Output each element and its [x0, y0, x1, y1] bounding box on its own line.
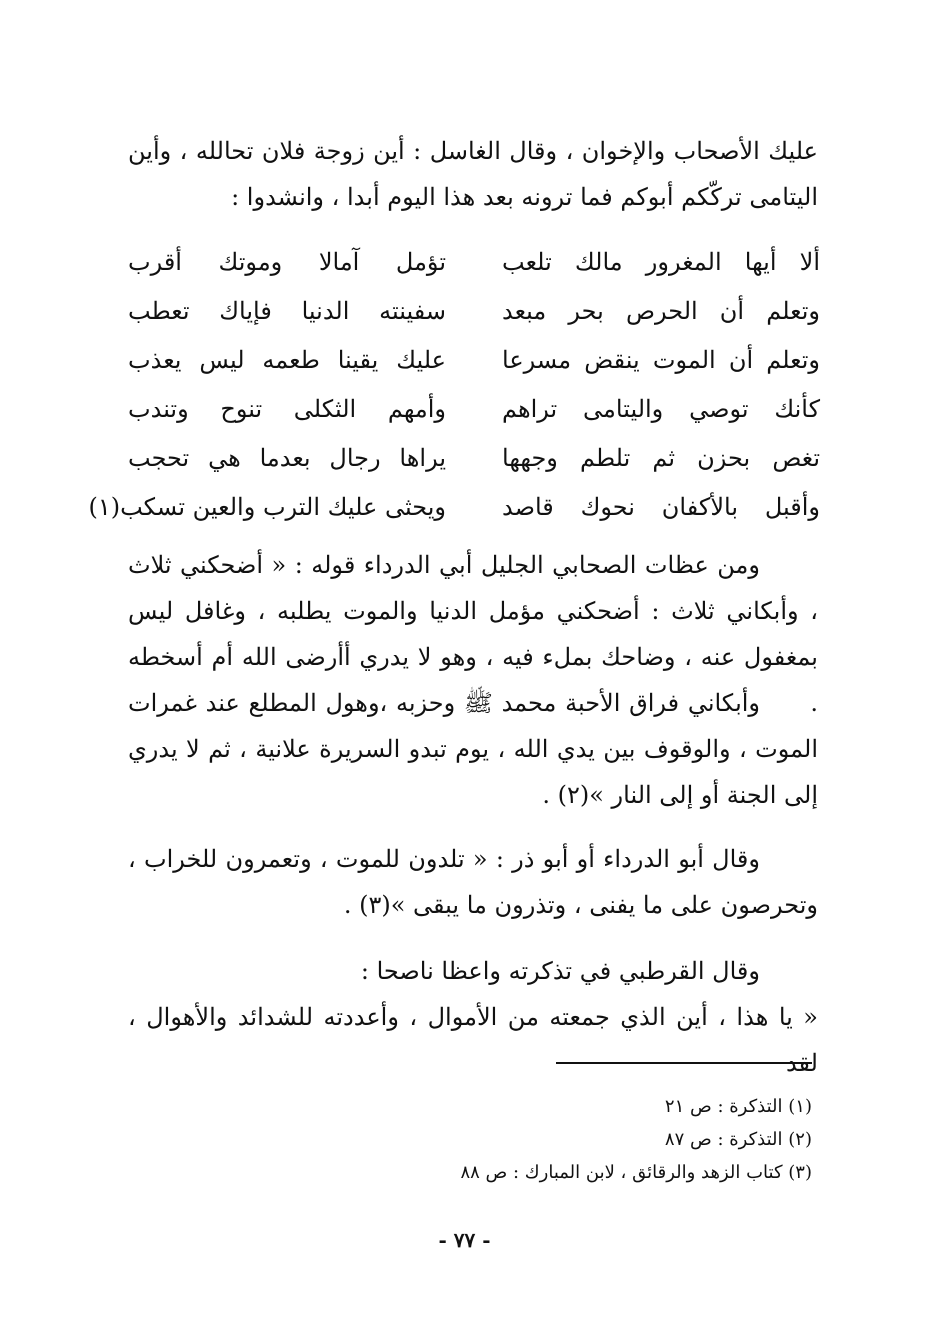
- poem-verse: [128, 434, 820, 483]
- poem-hemistich-first: تغص بحزن ثم تلطم وجهها: [502, 444, 820, 472]
- poem-hemistich-second: وأمهم الثكلى تنوح وتندب: [128, 395, 446, 423]
- footnote-3: (٣) كتاب الزهد والرقائق ، لابن المبارك : ص ٨٨: [460, 1162, 812, 1183]
- paragraph-1-block: [128, 128, 818, 220]
- footnote-separator: [556, 1062, 812, 1064]
- paragraph-3: وأبكاني فراق الأحبة محمد ﷺ وحزبه ،وهول المطلع عند غمرات الموت ، والوقوف بين يدي الله ، يوم تبدو السريرة علانية ، ثم لا يدري إلى الجنة أو إلى النار »(٢) .: [128, 689, 818, 809]
- poem-hemistich-second: يراها رجال بعدما هي تحجب: [128, 444, 446, 472]
- paragraph-4: وقال أبو الدرداء أو أبو ذر : « تلدون للموت ، وتعمرون للخراب ، وتحرصون على ما يفنى ، وتذرون ما يبقى »(٣) .: [128, 845, 818, 919]
- poem-verse: [128, 287, 820, 336]
- footnotes: [380, 1090, 812, 1189]
- poem-hemistich-first: وتعلم أن الموت ينقض مسرعا: [502, 346, 820, 374]
- poem-hemistich-first: وتعلم أن الحرص بحر مبعد: [502, 297, 820, 325]
- poem-hemistich-second: عليك يقينا طعمه ليس يعذب: [128, 346, 446, 374]
- paragraph-2: ومن عظات الصحابي الجليل أبي الدرداء قوله : « أضحكني ثلاث ، وأبكاني ثلاث : أضحكني مؤمل الدنيا والموت يطلبه ، وغافل ليس بمغفول عنه ، وضاحك بملء فيه ، وهو لا يدري أأرضى الله أم أسخطه .: [128, 551, 818, 717]
- paragraph-6: « يا هذا ، أين الذي جمعته من الأموال ، وأعددته للشدائد والأهوال ، لقد: [128, 1003, 818, 1077]
- poem-hemistich-first: كأنك توصي واليتامى تراهم: [502, 395, 820, 423]
- paragraph-3-block: [128, 680, 818, 818]
- paragraph-1: عليك الأصحاب والإخوان ، وقال الغاسل : أين زوجة فلان تحالله ، وأين اليتامى تركّكم أبوكم فما ترونه بعد هذا اليوم أبدا ، وانشدوا :: [128, 137, 818, 211]
- paragraph-6-block: [128, 994, 818, 1086]
- poem-verse: [128, 336, 820, 385]
- poem-hemistich-second: تؤمل آمالا وموتك أقرب: [128, 248, 446, 276]
- poem-verse: [128, 238, 820, 287]
- poem-hemistich-second: ويحثى عليك الترب والعين تسكب(١): [88, 493, 446, 521]
- paragraph-5-block: [128, 948, 818, 994]
- poem: [88, 238, 820, 532]
- footnote-1: (١) التذكرة : ص ٢١: [664, 1096, 812, 1117]
- poem-verse: [128, 385, 820, 434]
- paragraph-4-block: [128, 836, 818, 928]
- poem-verse: [88, 483, 820, 532]
- footnote-2: (٢) التذكرة : ص ٨٧: [664, 1129, 812, 1150]
- poem-hemistich-second: سفينته الدنيا فإياك تعطب: [128, 297, 446, 325]
- poem-hemistich-first: وأقبل بالأكفان نحوك قاصد: [502, 493, 820, 521]
- page-number: - ٧٧ -: [438, 1228, 491, 1252]
- paragraph-5: وقال القرطبي في تذكرته واعظا ناصحا :: [360, 957, 760, 985]
- poem-hemistich-first: ألا أيها المغرور مالك تلعب: [502, 248, 820, 276]
